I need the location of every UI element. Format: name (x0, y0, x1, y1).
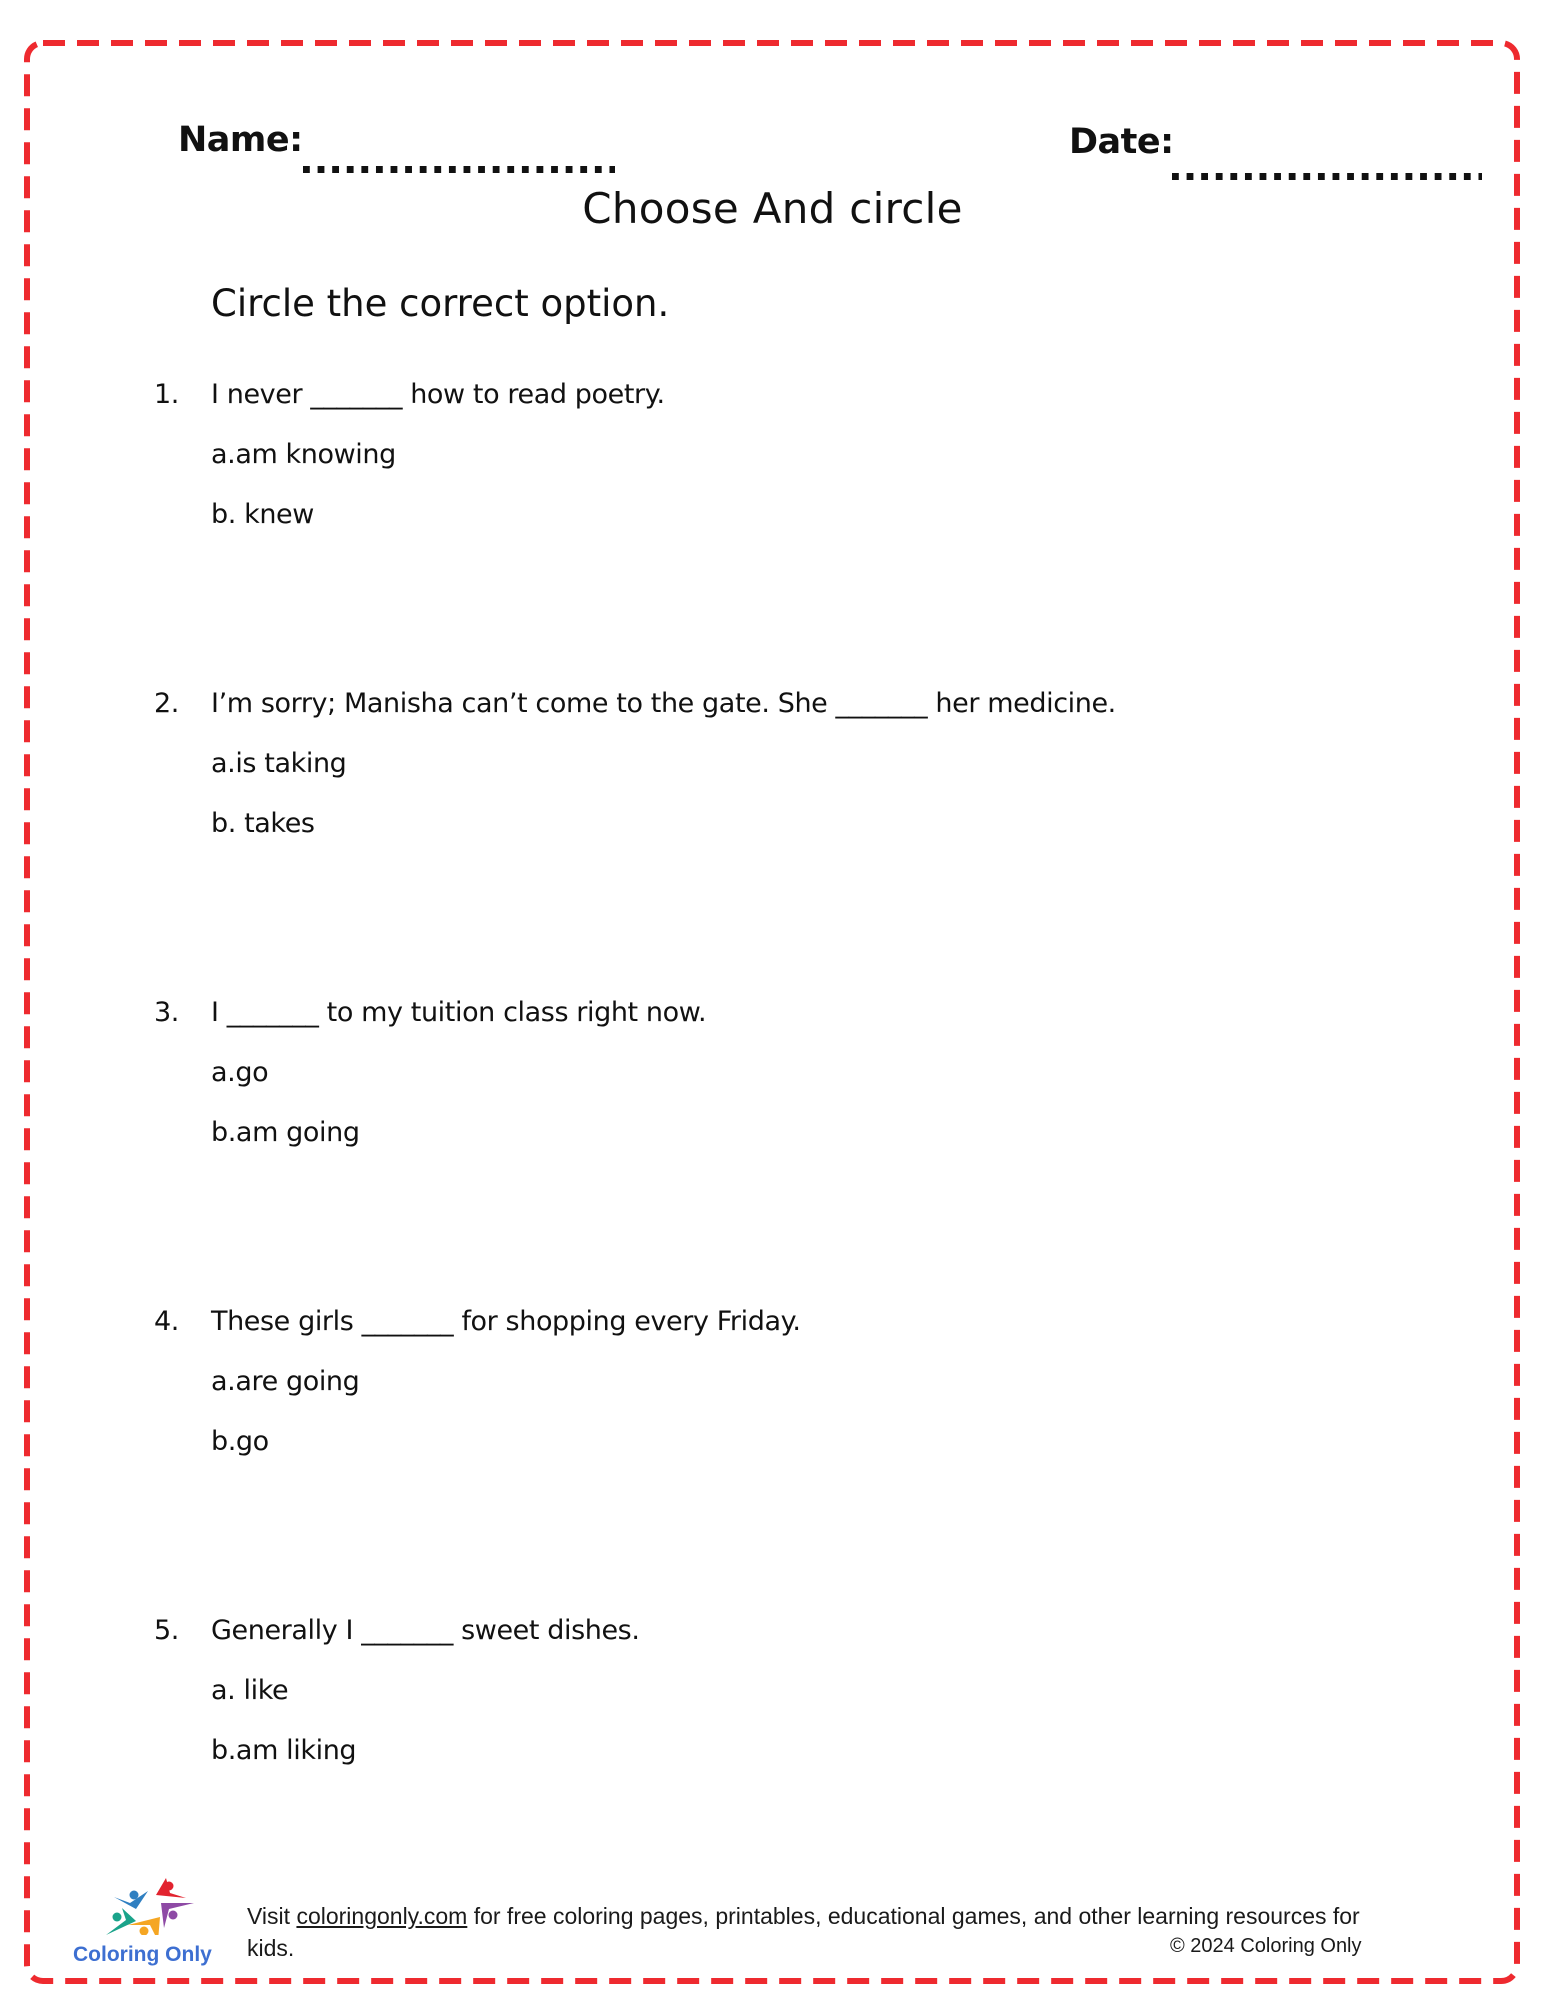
copyright-text: © 2024 Coloring Only (1170, 1935, 1362, 1957)
question-text: Generally I _______ sweet dishes. (211, 1615, 640, 1646)
option-a[interactable]: a. like (211, 1675, 289, 1706)
page-title: Choose And circle (582, 184, 963, 233)
option-a[interactable]: a.are going (211, 1366, 360, 1397)
date-field-line[interactable] (1172, 173, 1482, 180)
option-b[interactable]: b.am liking (211, 1735, 357, 1766)
question-text: I never _______ how to read poetry. (211, 379, 665, 410)
option-a[interactable]: a.am knowing (211, 439, 396, 470)
question-number: 2. (154, 688, 179, 719)
instruction-text: Circle the correct option. (211, 282, 670, 325)
coloring-only-logo[interactable] (66, 1873, 216, 1973)
question-text: I’m sorry; Manisha can’t come to the gate. She _______ her medicine. (211, 688, 1116, 719)
option-b[interactable]: b.go (211, 1426, 269, 1457)
option-a[interactable]: a.go (211, 1057, 269, 1088)
visit-suffix: for free coloring pages, printables, educational games, and other learning resources for (467, 1903, 1360, 1929)
option-b[interactable]: b.am going (211, 1117, 360, 1148)
footer-visit-text (247, 1903, 1360, 1930)
question-number: 3. (154, 997, 179, 1028)
option-b[interactable]: b. knew (211, 499, 314, 530)
footer-visit-line2: kids. (247, 1935, 295, 1961)
question-text: These girls _______ for shopping every Friday. (211, 1306, 801, 1337)
question-text: I _______ to my tuition class right now. (211, 997, 707, 1028)
question-number: 4. (154, 1306, 179, 1337)
question-number: 1. (154, 379, 179, 410)
coloringonly-link[interactable]: coloringonly.com (296, 1903, 468, 1929)
question-number: 5. (154, 1615, 179, 1646)
option-a[interactable]: a.is taking (211, 748, 347, 779)
name-field-line[interactable] (303, 166, 615, 173)
logo-text: Coloring Only (73, 1943, 212, 1966)
visit-prefix: Visit (247, 1903, 297, 1929)
logo-figures-icon (66, 1873, 216, 1935)
option-b[interactable]: b. takes (211, 808, 315, 839)
date-label: Date: (1069, 122, 1174, 162)
name-label: Name: (178, 120, 303, 160)
